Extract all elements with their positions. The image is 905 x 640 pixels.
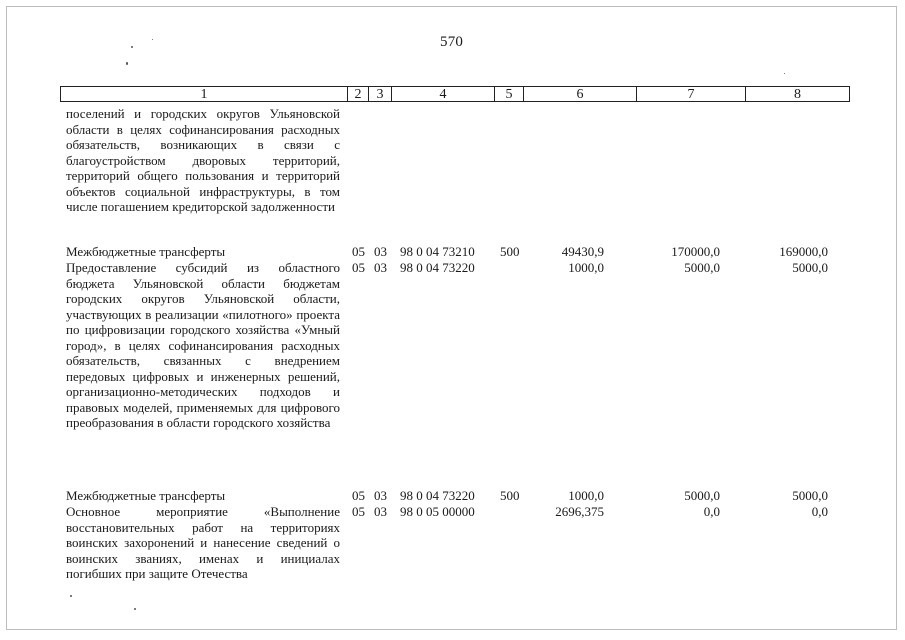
row-amount-col7: 5000,0 xyxy=(684,260,720,275)
row-amount-col6: 1000,0 xyxy=(568,488,604,503)
row-description: Межбюджетные трансферты xyxy=(66,244,226,259)
row-amount-col7: 0,0 xyxy=(703,504,720,519)
row-amount-col8: 0,0 xyxy=(811,504,828,519)
scan-speck xyxy=(134,608,136,610)
header-col-1: 1 xyxy=(200,87,208,102)
row-expense-type: 500 xyxy=(500,488,520,503)
row-amount-col8: 5000,0 xyxy=(792,260,828,275)
row-target-article: 98 0 05 00000 xyxy=(400,504,475,519)
row-description: Основное мероприятие «Выполнение восстановительных работ на территориях воинских захоронений и нанесение сведений о воинских званиях, именах и инициалах погибших при защите Отечества xyxy=(66,504,340,581)
header-col-8: 8 xyxy=(794,87,801,102)
scan-speck xyxy=(131,46,133,48)
row-amount-col7: 5000,0 xyxy=(684,488,720,503)
table-header xyxy=(60,86,850,102)
header-col-3: 3 xyxy=(376,87,384,102)
row-amount-col8: 169000,0 xyxy=(779,244,828,259)
row-subsection-code: 03 xyxy=(374,260,387,275)
row-target-article: 98 0 04 73220 xyxy=(400,488,475,503)
row-section-code: 05 xyxy=(352,260,365,275)
scan-speck xyxy=(70,595,72,597)
row-description: Предоставление субсидий из областного бюджета Ульяновской области бюджетам городских округов Ульяновской области, участвующих в реализации «пилотного» проекта по цифровизации городского хозяйства «Умный город», в целях софинансирования расходных обязательств, связанных с внедрением передовых цифровых и инженерных решений, организационно-методических подходов и правовых моделей, применяемых для цифрового преобразования в области городского хозяйства xyxy=(66,260,340,430)
row-amount-col7: 170000,0 xyxy=(671,244,720,259)
header-col-4: 4 xyxy=(439,87,447,102)
header-col-5: 5 xyxy=(505,87,513,102)
row-target-article: 98 0 04 73220 xyxy=(400,260,475,275)
header-col-6: 6 xyxy=(576,87,584,102)
row-amount-col8: 5000,0 xyxy=(792,488,828,503)
row-description: поселений и городских округов Ульяновской области в целях софинансирования расходных обязательств, возникающих в связи с благоустройством дворовых территорий, территорий общего пользования и территорий объектов социальной инфраструктуры, в том числе погашением кредиторской задолженности xyxy=(66,106,340,214)
row-section-code: 05 xyxy=(352,504,365,519)
row-description: Межбюджетные трансферты xyxy=(66,488,226,503)
row-subsection-code: 03 xyxy=(374,504,387,519)
row-amount-col6: 1000,0 xyxy=(568,260,604,275)
row-section-code: 05 xyxy=(352,488,365,503)
row-amount-col6: 49430,9 xyxy=(561,244,604,259)
row-target-article: 98 0 04 73210 xyxy=(400,244,475,259)
header-col-2: 2 xyxy=(354,87,362,102)
row-subsection-code: 03 xyxy=(374,488,387,503)
row-subsection-code: 03 xyxy=(374,244,387,259)
page-number: 570 xyxy=(440,34,464,50)
header-col-7: 7 xyxy=(687,87,695,102)
row-expense-type: 500 xyxy=(500,244,520,259)
scan-speck xyxy=(152,39,153,40)
row-section-code: 05 xyxy=(352,244,365,259)
row-amount-col6: 2696,375 xyxy=(555,504,604,519)
scan-speck xyxy=(126,62,128,65)
scan-speck xyxy=(784,73,785,74)
